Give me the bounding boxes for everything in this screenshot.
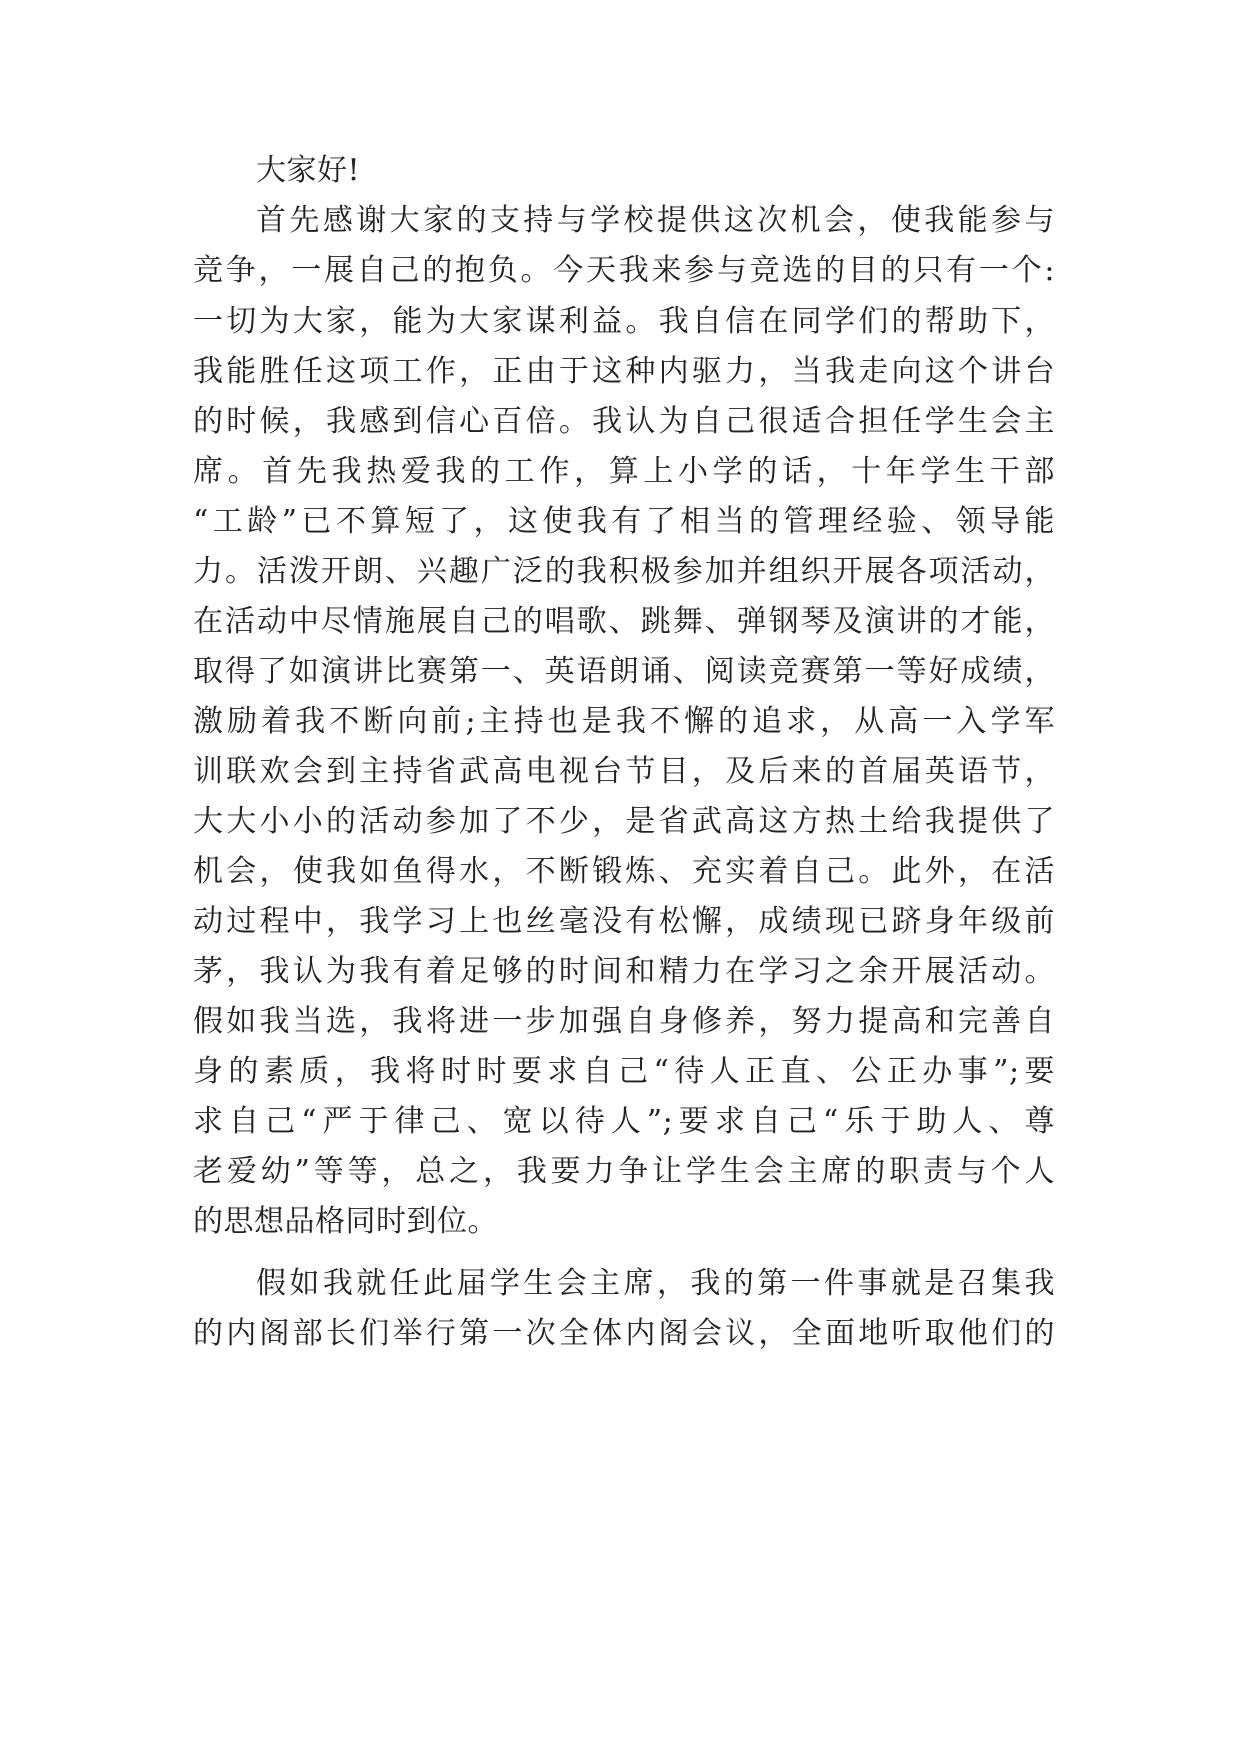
paragraph-line: 首先感谢大家的支持与学校提供这次机会，使我能参与 bbox=[256, 203, 1055, 238]
paragraph-line: 机会，使我如鱼得水，不断锻炼、充实着自己。此外，在活 bbox=[193, 854, 1055, 889]
paragraph-line: 动过程中，我学习上也丝毫没有松懈，成绩现已跻身年级前 bbox=[193, 904, 1055, 939]
paragraph-line: 身的素质，我将时时要求自己“待人正直、公正办事”;要 bbox=[193, 1054, 1055, 1089]
paragraph-line: 大大小小的活动参加了不少，是省武高这方热土给我提供了 bbox=[193, 804, 1055, 839]
paragraph-line: 力。活泼开朗、兴趣广泛的我积极参加并组织开展各项活动， bbox=[193, 554, 1055, 589]
paragraph-line: 我能胜任这项工作，正由于这种内驱力，当我走向这个讲台 bbox=[193, 354, 1055, 389]
paragraph-line: 茅，我认为我有着足够的时间和精力在学习之余开展活动。 bbox=[193, 954, 1055, 989]
paragraph-line: 老爱幼”等等，总之，我要力争让学生会主席的职责与个人 bbox=[193, 1154, 1055, 1189]
paragraph-line: 激励着我不断向前;主持也是我不懈的追求，从高一入学军 bbox=[193, 704, 1055, 739]
paragraph-line: 假如我当选，我将进一步加强自身修养，努力提高和完善自 bbox=[193, 1004, 1055, 1039]
paragraph-line: 席。首先我热爱我的工作，算上小学的话，十年学生干部 bbox=[193, 454, 1055, 489]
paragraph-line: “工龄”已不算短了，这使我有了相当的管理经验、领导能 bbox=[193, 504, 1055, 539]
paragraph-line: 取得了如演讲比赛第一、英语朗诵、阅读竞赛第一等好成绩， bbox=[193, 654, 1055, 689]
paragraph-line: 的时候，我感到信心百倍。我认为自己很适合担任学生会主 bbox=[193, 404, 1055, 439]
paragraph-line: 的思想品格同时到位。 bbox=[193, 1204, 498, 1239]
paragraph-line: 的内阁部长们举行第一次全体内阁会议，全面地听取他们的 bbox=[193, 1316, 1055, 1351]
paragraph-line: 训联欢会到主持省武高电视台节目，及后来的首届英语节， bbox=[193, 754, 1055, 789]
paragraph-line: 在活动中尽情施展自己的唱歌、跳舞、弹钢琴及演讲的才能， bbox=[193, 604, 1055, 639]
paragraph-line: 求自己“严于律己、宽以待人”;要求自己“乐于助人、尊 bbox=[193, 1104, 1055, 1139]
paragraph-line: 假如我就任此届学生会主席，我的第一件事就是召集我 bbox=[256, 1266, 1055, 1301]
paragraph-line: 一切为大家，能为大家谋利益。我自信在同学们的帮助下， bbox=[193, 304, 1055, 339]
paragraph-line: 竞争，一展自己的抱负。今天我来参与竞选的目的只有一个: bbox=[193, 253, 1055, 288]
greeting: 大家好! bbox=[256, 153, 361, 188]
